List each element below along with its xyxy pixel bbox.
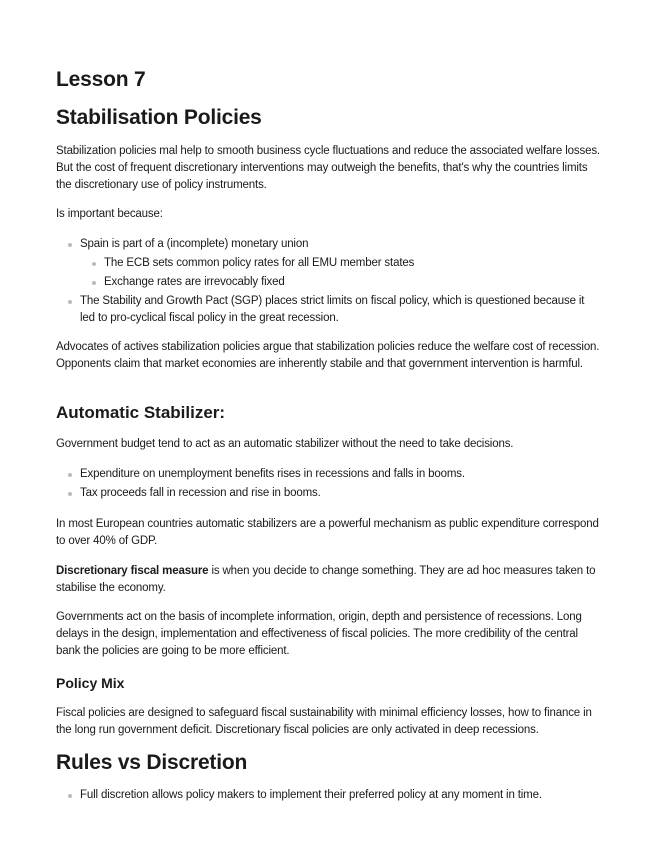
governments-paragraph: Governments act on the basis of incomplete information, origin, depth and persistence of recessions. Long delays in the design, implementation and effectiveness of fiscal policies. The more credibility of the central bank the policies are going to be more efficient. xyxy=(56,611,582,657)
discretionary-definition: is when you decide to change something. They are ad hoc measures taken to stabilise the economy. xyxy=(56,565,596,594)
advocates-paragraph: Advocates of actives stabilization policies argue that stabilization policies reduce the welfare cost of recession. Opponents claim that market economies are inherently stabile and that government intervention is harmful. xyxy=(56,341,600,370)
rules-list xyxy=(56,787,601,806)
policy-mix-heading: Policy Mix xyxy=(56,675,125,691)
discretionary-paragraph xyxy=(56,563,601,597)
reasons-list xyxy=(56,236,601,329)
list-item: Tax proceeds fall in recession and rise in booms. xyxy=(56,485,601,502)
list-item: The Stability and Growth Pact (SGP) places strict limits on fiscal policy, which is questioned because it led to pro-cyclical fiscal policy in the great recession. xyxy=(56,293,601,327)
page-title: Stabilisation Policies xyxy=(56,106,262,129)
list-item: Spain is part of a (incomplete) monetary union xyxy=(56,236,601,253)
intro-paragraph: Stabilization policies mal help to smooth business cycle fluctuations and reduce the associated welfare losses. But the cost of frequent discretionary interventions may outweigh the benefits, that's why the countries limits the discretionary use of policy instruments. xyxy=(56,145,600,191)
automatic-stabilizer-paragraph: Government budget tend to act as an automatic stabilizer without the need to take decisions. xyxy=(56,438,514,450)
list-item: Exchange rates are irrevocably fixed xyxy=(56,274,601,291)
automatic-stabilizer-heading: Automatic Stabilizer: xyxy=(56,403,226,422)
automatic-stabilizer-list xyxy=(56,466,601,504)
important-paragraph: Is important because: xyxy=(56,208,163,220)
policy-mix-paragraph: Fiscal policies are designed to safeguard fiscal sustainability with minimal efficiency losses, how to finance in the long run government deficit. Discretionary fiscal policies are only activated in deep recessions. xyxy=(56,707,592,736)
lesson-number: Lesson 7 xyxy=(56,68,146,91)
european-paragraph: In most European countries automatic stabilizers are a powerful mechanism as public expenditure correspond to over 40% of GDP. xyxy=(56,518,599,547)
rules-vs-discretion-heading: Rules vs Discretion xyxy=(56,751,248,774)
list-item: Expenditure on unemployment benefits rises in recessions and falls in booms. xyxy=(56,466,601,483)
discretionary-term: Discretionary fiscal measure xyxy=(56,565,209,577)
list-item: The ECB sets common policy rates for all EMU member states xyxy=(56,255,601,272)
list-item: Full discretion allows policy makers to implement their preferred policy at any moment in time. xyxy=(56,787,601,804)
